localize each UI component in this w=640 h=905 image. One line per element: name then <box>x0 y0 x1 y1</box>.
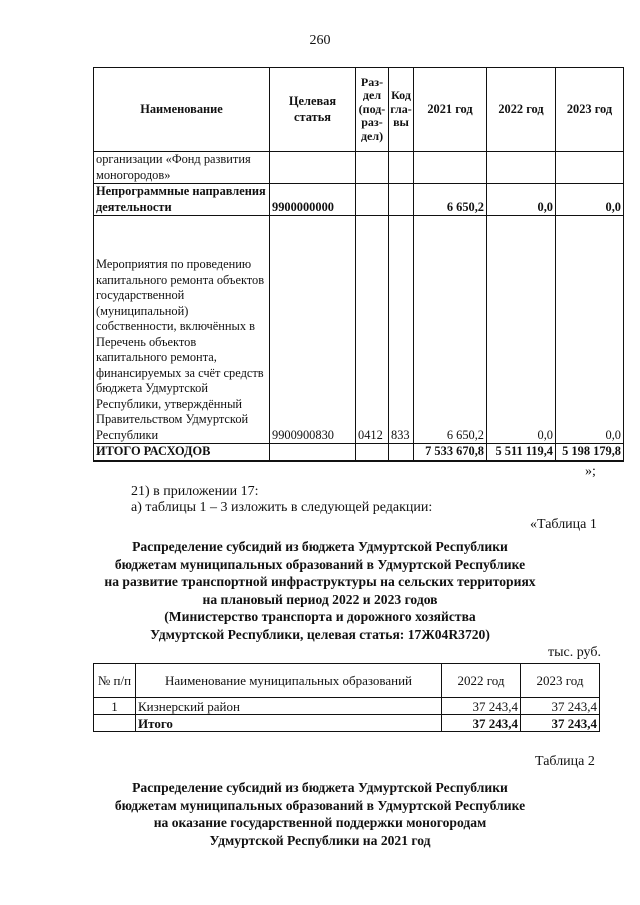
header-name: Наименование <box>94 68 270 152</box>
row-2022: 0,0 <box>487 184 556 216</box>
row-2022: 37 243,4 <box>442 698 521 715</box>
total-2022: 37 243,4 <box>442 715 521 732</box>
row-name: Кизнерский район <box>136 698 442 715</box>
title-line: Распределение субсидий из бюджета Удмуртской Республики <box>132 780 508 795</box>
header-2022: 2022 год <box>442 664 521 698</box>
total-row <box>94 444 624 461</box>
expenditure-table <box>93 67 624 462</box>
row-num: 1 <box>94 698 136 715</box>
table-1-label: «Таблица 1 <box>530 517 597 532</box>
row-2022: 0,0 <box>487 216 556 444</box>
total-row <box>94 715 600 732</box>
paragraph-a: а) таблицы 1 – 3 изложить в следующей редакции: <box>131 500 433 515</box>
row-name: организации «Фонд развития моногородов» <box>94 152 270 184</box>
paragraph-21: 21) в приложении 17: <box>131 484 259 499</box>
table-header-row <box>94 664 600 698</box>
total-label: Итого <box>136 715 442 732</box>
table-2-label: Таблица 2 <box>535 754 595 769</box>
units-label: тыс. руб. <box>548 645 601 660</box>
row-section: 0412 <box>356 216 389 444</box>
row-2023: 37 243,4 <box>521 698 600 715</box>
title-line: на развитие транспортной инфраструктуры на сельских территориях <box>104 574 536 590</box>
total-2023: 37 243,4 <box>521 715 600 732</box>
row-target: 9900000000 <box>270 184 356 216</box>
row-2021: 6 650,2 <box>414 184 487 216</box>
total-label: ИТОГО РАСХОДОВ <box>94 444 270 461</box>
closing-quote: »; <box>585 464 596 479</box>
header-name: Наименование муниципальных образований <box>136 664 442 698</box>
table-row <box>94 698 600 715</box>
row-target: 9900900830 <box>270 216 356 444</box>
title-line: (Министерство транспорта и дорожного хозяйства <box>164 609 476 625</box>
header-2023: 2023 год <box>521 664 600 698</box>
title-line: бюджетам муниципальных образований в Удмуртской Республике <box>114 556 526 572</box>
header-num: № п/п <box>94 664 136 698</box>
total-2022: 5 511 119,4 <box>487 444 556 461</box>
title-line: Удмуртской Республики, целевая статья: 17Ж04R3720) <box>150 626 490 642</box>
header-section: Раз- дел (под- раз- дел) <box>356 68 389 152</box>
subsidy-table <box>93 663 600 732</box>
title-line: Удмуртской Республики на 2021 год <box>209 832 431 848</box>
row-name: Мероприятия по проведению капитального ремонта объектов государственной (муниципальной) собственности, включённых в Перечень объектов капитального ремонта, финансируемых за счёт средств бюджета Удмуртской Республики, утверждённый Правительством Удмуртской Республики <box>94 216 270 444</box>
title-line: бюджетам муниципальных образований в Удмуртской Республике <box>114 797 526 813</box>
header-2023: 2023 год <box>556 68 624 152</box>
table-row <box>94 216 624 444</box>
row-2023: 0,0 <box>556 216 624 444</box>
title-line: Распределение субсидий из бюджета Удмуртской Республики <box>132 539 508 554</box>
row-2021: 6 650,2 <box>414 216 487 444</box>
total-2021: 7 533 670,8 <box>414 444 487 461</box>
table-2-title <box>0 779 640 849</box>
table-row <box>94 184 624 216</box>
table-header-row <box>94 68 624 152</box>
title-line: на плановый период 2022 и 2023 годов <box>202 591 438 607</box>
row-code: 833 <box>389 216 414 444</box>
table-1-title <box>0 538 640 644</box>
page-number: 260 <box>309 33 331 48</box>
header-2021: 2021 год <box>414 68 487 152</box>
header-code: Код гла- вы <box>389 68 414 152</box>
total-2023: 5 198 179,8 <box>556 444 624 461</box>
header-target: Целевая статья <box>270 68 356 152</box>
row-name: Непрограммные направления деятельности <box>94 184 270 216</box>
title-line: на оказание государственной поддержки моногородам <box>153 815 487 831</box>
header-2022: 2022 год <box>487 68 556 152</box>
row-2023: 0,0 <box>556 184 624 216</box>
table-row <box>94 152 624 184</box>
